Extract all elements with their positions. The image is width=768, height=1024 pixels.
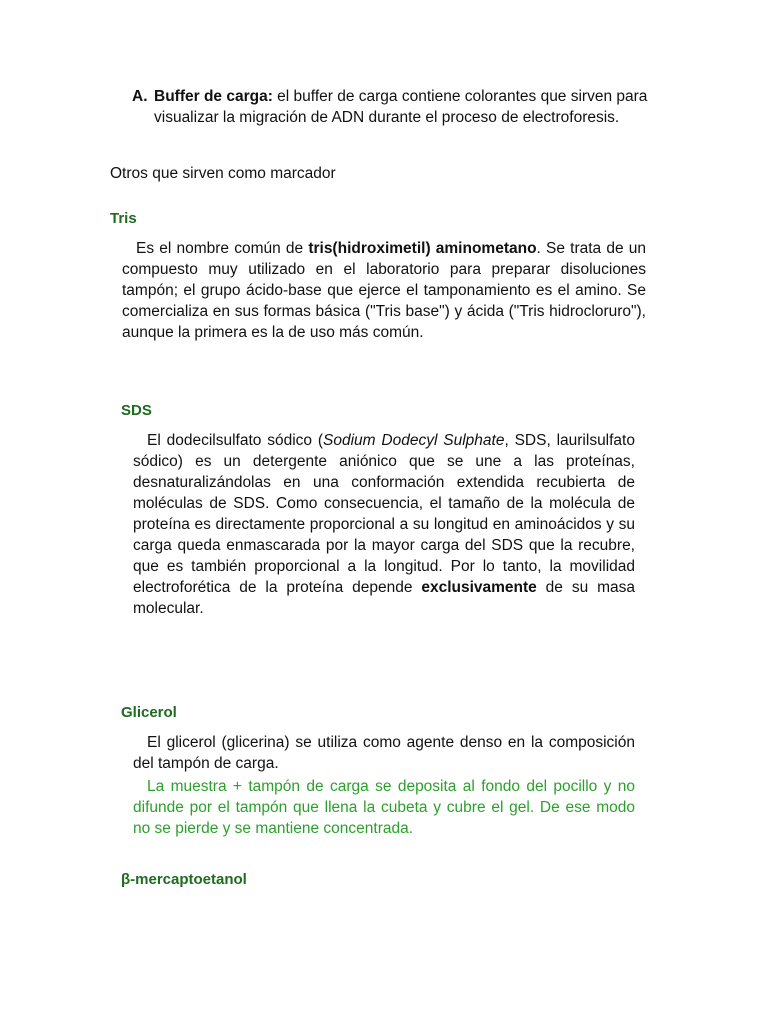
sds-text-mid: , SDS, laurilsulfato sódico) es un detergente aniónico que se une a las proteínas, desnaturalizándolas en una conformación extendida recubierta de moléculas de SDS. Como consecuencia, el tamaño de la molécula de proteína es directamente proporcional a su longitud en aminoácidos y su carga queda enmascarada por la mayor carga del SDS que la recubre, que es también proporcional a la longitud. Por lo tanto, la movilidad electroforética de la proteína depende (133, 432, 635, 596)
buffer-description: el buffer de carga contiene colorantes que sirven para visualizar la migración de ADN durante el proceso de electroforesis. (154, 88, 648, 126)
tris-heading: Tris (110, 210, 137, 227)
sds-heading: SDS (121, 402, 152, 419)
buffer-term: Buffer de carga: (154, 88, 273, 105)
sds-text-end: de su masa molecular. (133, 579, 635, 617)
list-marker: A. (132, 88, 148, 105)
tris-paragraph (122, 238, 646, 343)
tris-text-end: . Se trata de un compuesto muy utilizado en el laboratorio para preparar disoluciones tampón; el grupo ácido-base que ejerce el tamponamiento es el amino. Se comercializa en sus formas básica ("Tris base") y ácida ("Tris hidrocloruro"), aunque la primera es la de uso más común. (122, 240, 646, 341)
glicerol-note: La muestra + tampón de carga se deposita al fondo del pocillo y no difunde por el tampón que llena la cubeta y cubre el gel. De ese modo no se pierde y se mantiene concentrada. (133, 778, 635, 837)
sds-text-start: El dodecilsulfato sódico ( (147, 432, 324, 449)
beta-mercaptoetanol-heading: β-mercaptoetanol (121, 871, 247, 888)
sds-italic-name: Sodium Dodecyl Sulphate (323, 432, 505, 449)
glicerol-paragraph: El glicerol (glicerina) se utiliza como agente denso en la composición del tampón de carga. (133, 734, 635, 772)
otros-line: Otros que sirven como marcador (110, 165, 336, 182)
tris-text-start: Es el nombre común de (136, 240, 309, 257)
glicerol-heading: Glicerol (121, 704, 177, 721)
list-item-buffer-de-carga (132, 86, 652, 128)
sds-bold-term: exclusivamente (421, 579, 537, 596)
tris-bold-term: tris(hidroximetil) aminometano (308, 240, 537, 257)
list-item-content (154, 86, 652, 128)
sds-paragraph (133, 430, 635, 619)
